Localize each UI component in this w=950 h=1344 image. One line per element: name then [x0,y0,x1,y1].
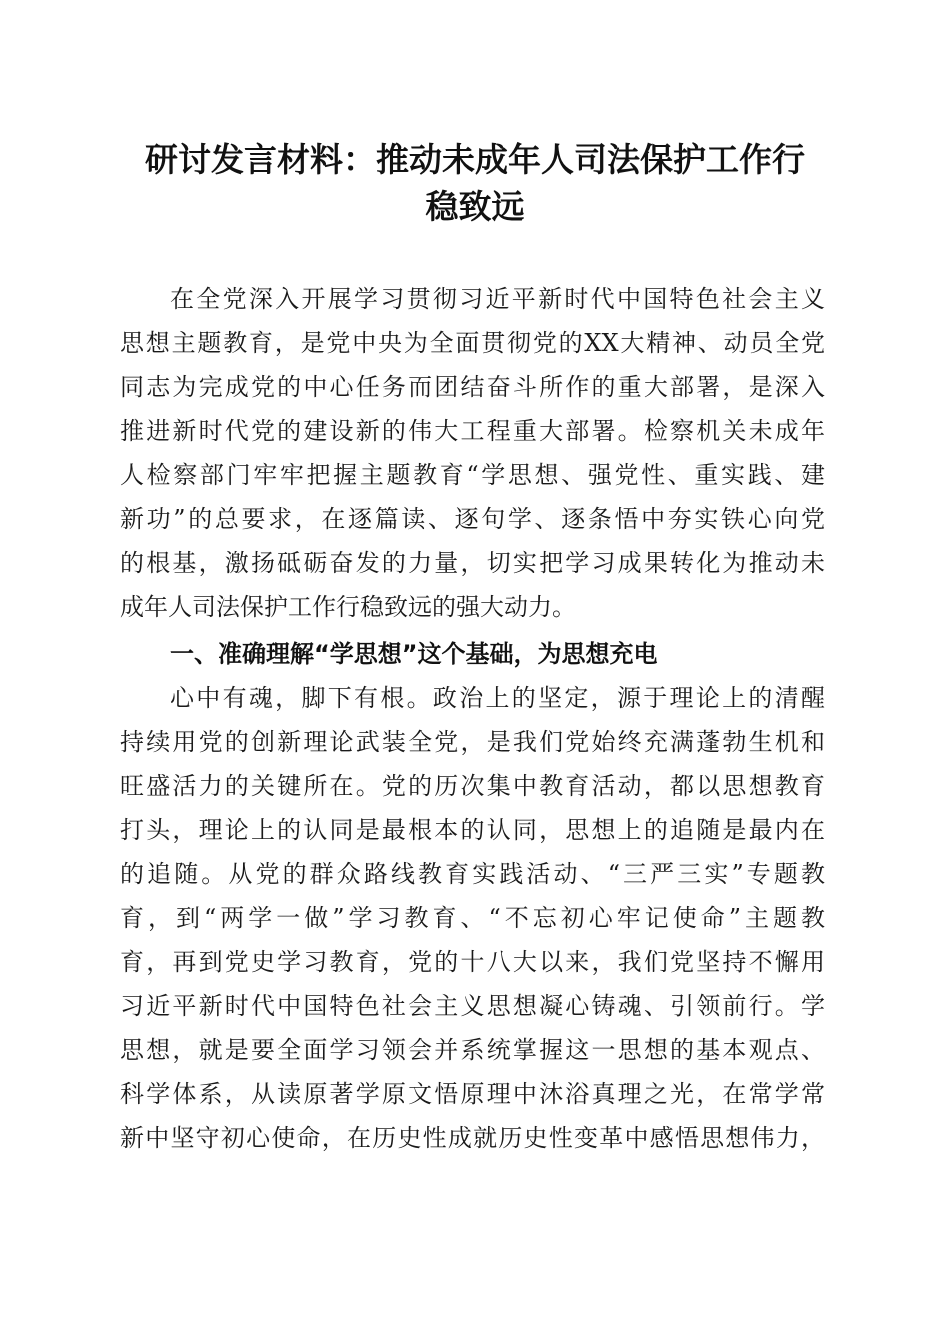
paragraph-2-line: 心中有魂，脚下有根。政治上的坚定，源于理论上的清醒 [170,684,825,712]
paragraph-2-line: 育，再到党史学习教育，党的十八大以来，我们党坚持不懈用 [120,948,825,976]
paragraph-2-line: 新中坚守初心使命，在历史性成就历史性变革中感悟思想伟力， [120,1124,825,1152]
paragraph-1-line: 成年人司法保护工作行稳致远的强大动力。 [120,593,576,621]
paragraph-1-line: 人检察部门牢牢把握主题教育“学思想、强党性、重实践、建 [120,461,825,489]
paragraph-1-line: 的根基，激扬砥砺奋发的力量，切实把学习成果转化为推动未 [120,549,825,577]
paragraph-2-line: 的追随。从党的群众路线教育实践活动、“三严三实”专题教 [120,860,825,888]
paragraph-2-line: 习近平新时代中国特色社会主义思想凝心铸魂、引领前行。学 [120,992,825,1020]
paragraph-1-line: 新功”的总要求，在逐篇读、逐句学、逐条悟中夯实铁心向党 [120,505,825,533]
paragraph-1-line: 思想主题教育，是党中央为全面贯彻党的XX大精神、动员全党 [120,329,825,357]
paragraph-2-line: 打头，理论上的认同是最根本的认同，思想上的追随是最内在 [120,816,825,844]
paragraph-2-line: 持续用党的创新理论武装全党，是我们党始终充满蓬勃生机和 [120,728,825,756]
document-title-line-2: 稳致远 [425,187,525,226]
section-1-heading: 一、准确理解“学思想”这个基础，为思想充电 [170,640,658,668]
paragraph-2-line: 旺盛活力的关键所在。党的历次集中教育活动，都以思想教育 [120,772,825,800]
document-title-line-1: 研讨发言材料：推动未成年人司法保护工作行 [145,140,805,179]
paragraph-2-line: 育，到“两学一做”学习教育、“不忘初心牢记使命”主题教 [120,904,825,932]
paragraph-2-line: 思想，就是要全面学习领会并系统掌握这一思想的基本观点、 [120,1036,825,1064]
paragraph-1-line: 同志为完成党的中心任务而团结奋斗所作的重大部署，是深入 [120,373,825,401]
paragraph-1-line: 在全党深入开展学习贯彻习近平新时代中国特色社会主义 [170,285,825,313]
paragraph-1-line: 推进新时代党的建设新的伟大工程重大部署。检察机关未成年 [120,417,825,445]
paragraph-2-line: 科学体系，从读原著学原文悟原理中沐浴真理之光，在常学常 [120,1080,825,1108]
